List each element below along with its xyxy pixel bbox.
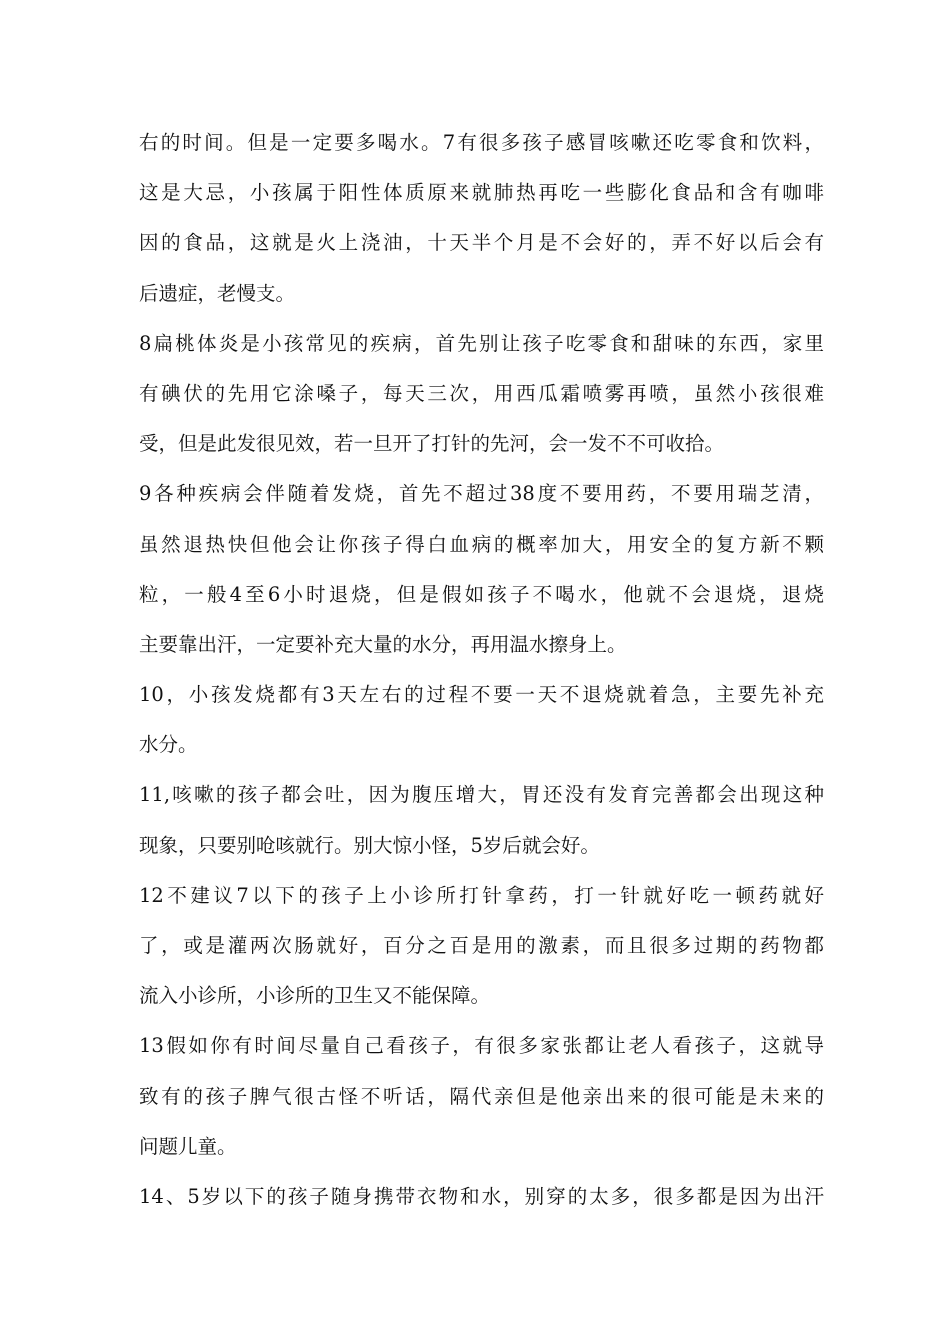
text-line: 虽然退热快但他会让你孩子得白血病的概率加大，用安全的复方新不颗 — [139, 532, 824, 556]
text-line: 流入小诊所，小诊所的卫生又不能保障。 — [139, 984, 491, 1008]
text-line: 14、5岁以下的孩子随身携带衣物和水，别穿的太多，很多都是因为出汗 — [139, 1184, 824, 1208]
text-line: 13假如你有时间尽量自己看孩子，有很多家张都让老人看孩子，这就导 — [139, 1034, 824, 1058]
document-body — [139, 118, 824, 1222]
text-line: 问题儿童。 — [139, 1134, 237, 1158]
text-line: 主要靠出汗，一定要补充大量的水分，再用温水擦身上。 — [139, 632, 627, 656]
text-line: 有碘伏的先用它涂嗓子，每天三次，用西瓜霜喷雾再喷，虽然小孩很难 — [139, 381, 824, 405]
text-line: 致有的孩子脾气很古怪不听话，隔代亲但是他亲出来的很可能是未来的 — [139, 1084, 824, 1108]
text-line: 11,咳嗽的孩子都会吐，因为腹压增大，胃还没有发育完善都会出现这种 — [139, 783, 824, 807]
text-line: 了，或是灌两次肠就好，百分之百是用的激素，而且很多过期的药物都 — [139, 934, 824, 957]
text-line: 8扁桃体炎是小孩常见的疾病，首先别让孩子吃零食和甜味的东西，家里 — [139, 331, 824, 355]
text-line: 10，小孩发烧都有3天左右的过程不要一天不退烧就着急，主要先补充 — [139, 683, 824, 707]
text-line: 水分。 — [139, 733, 198, 757]
text-line: 这是大忌，小孩属于阳性体质原来就肺热再吃一些膨化食品和含有咖啡 — [139, 181, 824, 205]
text-line: 现象，只要别呛咳就行。别大惊小怪，5岁后就会好。 — [139, 833, 600, 857]
text-line: 9各种疾病会伴随着发烧，首先不超过38度不要用药，不要用瑞芝清， — [139, 482, 824, 506]
text-line: 12不建议7以下的孩子上小诊所打针拿药，打一针就好吃一顿药就好 — [139, 883, 824, 907]
text-line: 粒，一般4至6小时退烧，但是假如孩子不喝水，他就不会退烧，退烧 — [139, 582, 824, 606]
text-line: 受，但是此发很见效，若一旦开了打针的先河，会一发不不可收拾。 — [139, 432, 725, 456]
text-line: 后遗症，老慢支。 — [139, 281, 296, 305]
text-line: 因的食品，这就是火上浇油，十天半个月是不会好的，弄不好以后会有 — [139, 231, 824, 255]
text-line: 右的时间。但是一定要多喝水。7有很多孩子感冒咳嗽还吃零食和饮料， — [139, 131, 824, 154]
